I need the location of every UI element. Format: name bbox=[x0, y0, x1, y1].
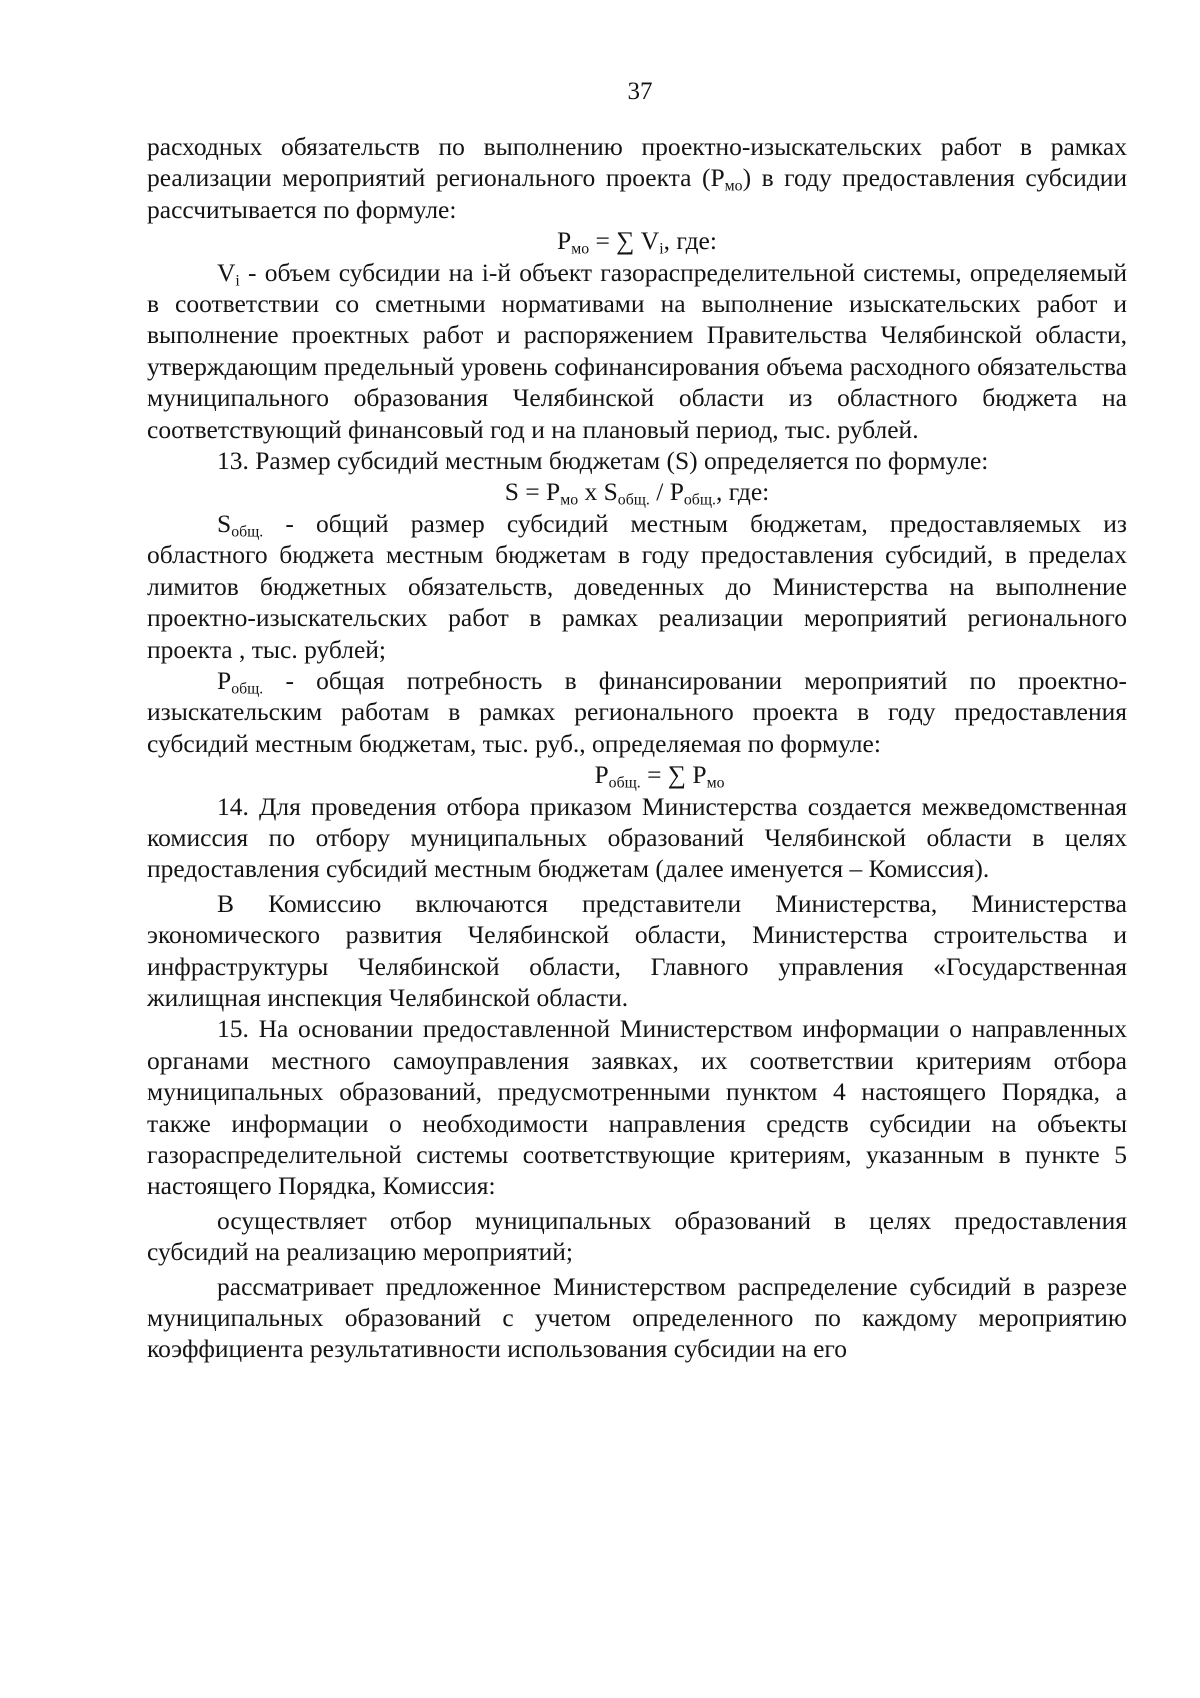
formula-s: $S = P_{мо}$ x $S_{общ.} / P_{общ.}$, где: bbox=[504, 477, 770, 509]
formula-p-total: $P_{общ.}$ = ∑ $P_{мо}$ bbox=[594, 760, 725, 792]
definition-v-i: $V_i$ - объем субсидии на i-й объект газораспределительной системы, определяемый в соответствии со сметными нормативами на выполнение изыскательских работ и выполнение проектных работ и распоряжением Правительства Челябинской области, утверждающим предельный уровень софинансирования объема расходного обязательства муниципального образования Челябинской области из областного бюджета на соответствующий финансовый год и на плановый период, тыс. рублей. bbox=[147, 257, 1127, 444]
paragraph-15: 15. На основании предоставленной Министерством информации о направленных органами местного самоуправления заявках, их соответствии критериям отбора муниципальных образований, предусмотренными пунктом 4 настоящего Порядка, а также информации о необходимости направления средств субсидии на объекты газораспределительной системы соответствующие критериям, указанным в пункте 5 настоящего Порядка, Комиссия: bbox=[147, 1014, 1127, 1201]
document-body bbox=[147, 131, 1127, 1365]
definition-s-total: $S_{общ.}$ - общий размер субсидий местным бюджетам, предоставляемых из областного бюджета местным бюджетам в году предоставления субсидий, в пределах лимитов бюджетных обязательств, доведенных до Министерства на выполнение проектно-изыскательских работ в рамках реализации мероприятий регионального проекта , тыс. рублей; bbox=[147, 508, 1127, 664]
paragraph-15-distribution: рассматривает предложенное Министерством распределение субсидий в разрезе муниципальных образований с учетом определенного по каждому мероприятию коэффициента результативности использования субсидии на его bbox=[147, 1271, 1127, 1364]
formula-p-mo: $P_{мо}$ = ∑ $V_i$, где: bbox=[557, 226, 717, 258]
definition-p-total: $P_{общ.}$ - общая потребность в финансировании мероприятий по проектно-изыскательским работам в рамках регионального проекта в году предоставления субсидий местным бюджетам, тыс. руб., определяемая по формуле: bbox=[147, 665, 1127, 758]
paragraph-14: 14. Для проведения отбора приказом Министерства создается межведомственная комиссия по отбору муниципальных образований Челябинской области в целях предоставления субсидий местным бюджетам (далее именуется – Комиссия). bbox=[147, 791, 1127, 884]
paragraph-14-commission: В Комиссию включаются представители Министерства, Министерства экономического развития Челябинской области, Министерства строительства и инфраструктуры Челябинской области, Главного управления «Государственная жилищная инспекция Челябинской области. bbox=[147, 888, 1127, 1012]
page-number: 37 bbox=[627, 78, 653, 105]
paragraph-15-selection: осуществляет отбор муниципальных образований в целях предоставления субсидий на реализацию мероприятий; bbox=[147, 1205, 1127, 1267]
paragraph-intro: расходных обязательств по выполнению проектно-изыскательских работ в рамках реализации мероприятий регионального проекта $(P_{мо})$ в году предоставления субсидии рассчитывается по формуле: bbox=[147, 132, 1128, 224]
paragraph-13: 13. Размер субсидий местным бюджетам (S) определяется по формуле: bbox=[217, 446, 989, 476]
